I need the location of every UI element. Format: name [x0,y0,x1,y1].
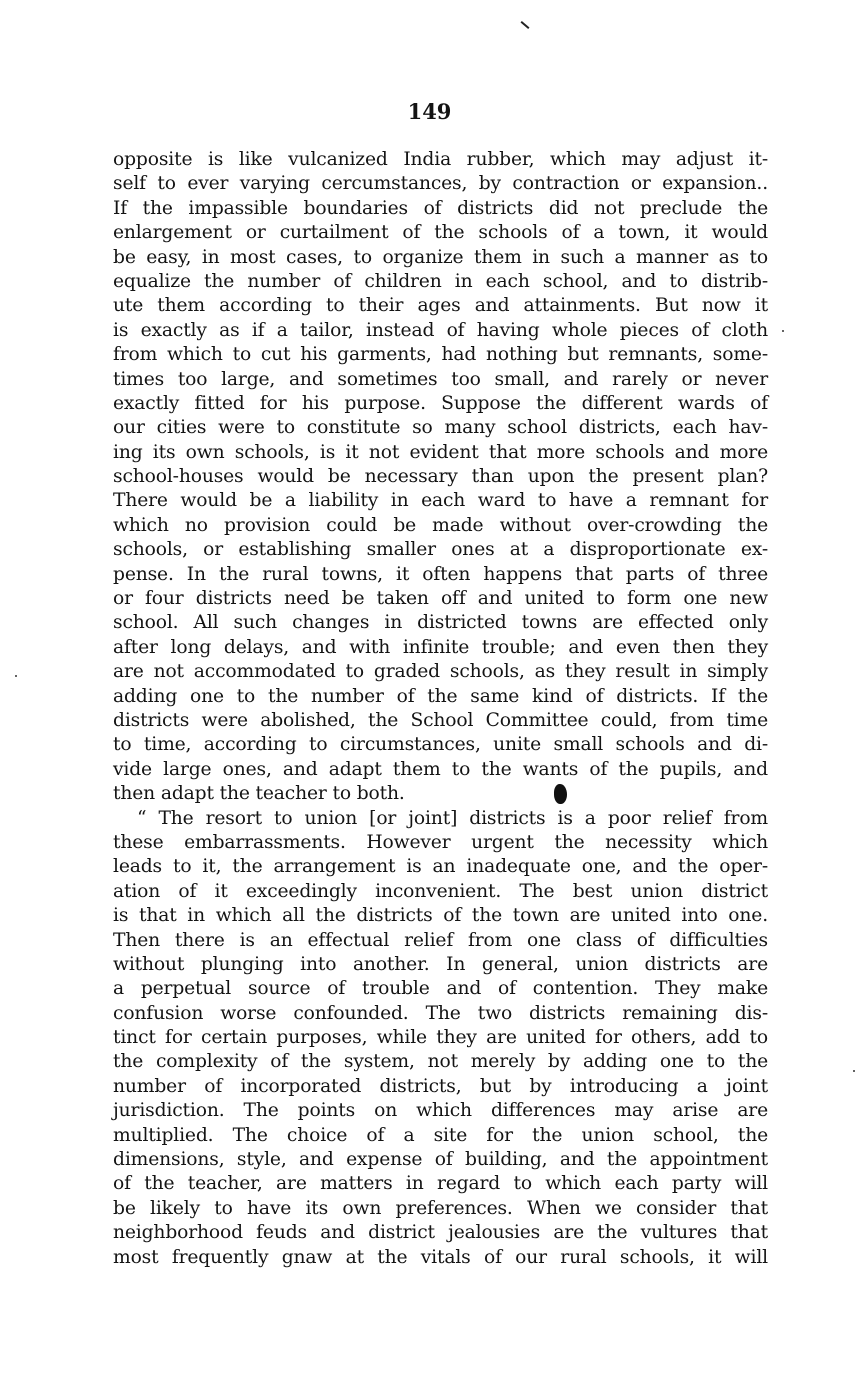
text-line: these embarrassments. However urgent the necessity which [113,831,768,853]
speck-mark [15,675,17,677]
text-line: exactly fitted for his purpose. Suppose the different wards of [113,392,768,414]
text-line: are not accommodated to graded schools, as they result in simply [113,661,768,683]
text-line: of the teacher, are matters in regard to which each party will [113,1173,768,1195]
text-line: pense. In the rural towns, it often happens that parts of three [113,563,768,585]
stray-ink-mark [521,21,530,29]
text-line: to time, according to circumstances, unite small schools and di- [113,734,768,756]
text-line: enlargement or curtailment of the schools of a town, it would [113,222,768,244]
text-line: leads to it, the arrangement is an inadequate one, and the oper- [113,856,768,878]
ink-blot [554,784,567,804]
text-line: is exactly as if a tailor, instead of having whole pieces of cloth [113,319,768,341]
text-line: our cities were to constitute so many school districts, each hav- [113,417,768,439]
text-line: times too large, and sometimes too small, and rarely or never [113,368,768,390]
text-line: Then there is an effectual relief from one class of difficulties [113,929,768,951]
text-line: schools, or establishing smaller ones at a disproportionate ex- [113,539,768,561]
text-line: vide large ones, and adapt them to the wants of the pupils, and [113,758,768,780]
text-line: a perpetual source of trouble and of contention. They make [113,978,768,1000]
text-line: the complexity of the system, not merely by adding one to the [113,1051,768,1073]
text-line: school-houses would be necessary than upon the present plan? [113,466,768,488]
text-line: adding one to the number of the same kind of districts. If the [113,685,768,707]
text-line: be likely to have its own preferences. When we consider that [113,1197,768,1219]
text-line: If the impassible boundaries of districts did not preclude the [113,197,768,219]
text-line: confusion worse confounded. The two districts remaining dis- [113,1002,768,1024]
text-line: ute them according to their ages and attainments. But now it [113,295,768,317]
text-line: opposite is like vulcanized India rubber, which may adjust it- [113,149,768,170]
speck-mark [782,330,784,332]
text-line: neighborhood feuds and district jealousies are the vultures that [113,1222,768,1244]
text-line: jurisdiction. The points on which differences may arise are [113,1100,768,1122]
text-line: districts were abolished, the School Committee could, from time [113,709,768,731]
page-number: 149 [407,99,452,124]
text-line: from which to cut his garments, had nothing but remnants, some- [113,344,768,366]
paragraph-end-line: then adapt the teacher to both. [113,783,405,805]
text-line: be easy, in most cases, to organize them in such a manner as to [113,246,768,268]
text-line: multiplied. The choice of a site for the union school, the [113,1124,768,1146]
text-line: There would be a liability in each ward to have a remnant for [113,490,768,512]
paragraph-start-line: “ The resort to union [or joint] districts is a poor relief from [137,807,768,829]
text-line: after long delays, and with infinite trouble; and even then they [113,636,768,658]
text-line: dimensions, style, and expense of building, and the appointment [113,1149,768,1171]
text-line: equalize the number of children in each school, and to distrib- [113,270,768,292]
text-line: is that in which all the districts of the town are united into one. [113,905,768,927]
text-line: tinct for certain purposes, while they are united for others, add to [113,1027,768,1049]
text-line: most frequently gnaw at the vitals of our rural schools, it will [113,1246,768,1268]
text-line: school. All such changes in districted towns are effected only [113,612,768,634]
text-line: which no provision could be made without over-crowding the [113,514,768,536]
text-line: ing its own schools, is it not evident that more schools and more [113,441,768,463]
body-text [113,148,768,1270]
text-line: self to ever varying cercumstances, by contraction or expansion.. [113,173,768,195]
text-line: ation of it exceedingly inconvenient. The best union district [113,880,768,902]
text-line: or four districts need be taken off and united to form one new [113,588,768,610]
speck-mark [853,1070,855,1072]
text-line: without plunging into another. In general, union districts are [113,953,768,975]
text-line: number of incorporated districts, but by introducing a joint [113,1075,768,1097]
